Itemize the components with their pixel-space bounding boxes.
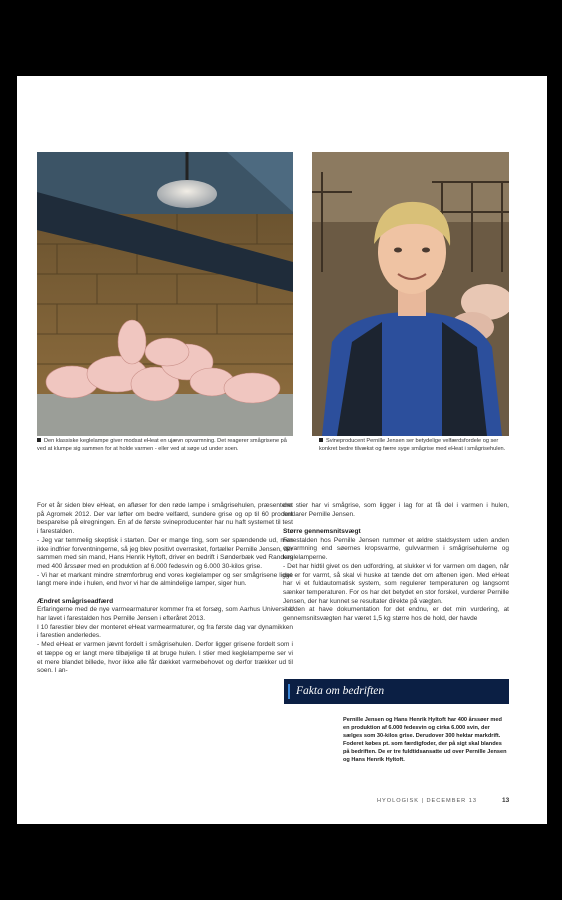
page-footer: HYOLOGISK | DECEMBER 13 [377, 798, 477, 804]
article-paragraph: Erfaringerne med de nye varmearmaturer kommer fra et forsøg, som Aarhus Universitet har lavet i farestalden hos Pernille Jensen i efteråret 2013. [37, 606, 293, 623]
section-heading: Større gennemsnitsvægt [283, 528, 361, 536]
article-paragraph: - Vi har et markant mindre strømforbrug end vores keglelamper og ser smågrisene ligge langt mere inde i hulen, end hvor vi har de almindelige lamper, siger hun. [37, 571, 293, 588]
article-paragraph: - Med eHeat er varmen jævnt fordelt i smågrisehulen. Derfor ligger grisene fordelt som i et tæppe og er langt mere tilbøjelige til at bruge hulen. I stier med keglelamperne ser vi et mere blandet billede, hvor ikke alle får dækket varmebehovet og derfor trækker ud til soen. I an- [37, 641, 293, 675]
fact-box-text: Pernille Jensen og Hans Henrik Hyltoft har 400 årssøer med en produktion af 6.000 fedesvin og cirka 6.000 svin, der sælges som 30-kilos grise. Derudover 300 hektar markdrift. Foderet købes pt. som færdigfoder, der på sigt skal blandes på bedriften. De er tre fuldtidsansatte ud over Pernille Jensen og Hans Henrik Hyltoft. [343, 717, 507, 763]
caption-right-text: Svineproducent Pernille Jensen ser betydelige velfærdsfordele og ser konkret bedre tilvækst og færre syge smågrise med eHeat i smågrisehulen. [319, 438, 506, 452]
piglets-photo [37, 152, 293, 436]
page-number: 13 [502, 797, 510, 804]
caption-bullet-icon [319, 438, 323, 442]
caption-left-text: Den klassiske keglelampe giver modsat eHeat en ujævn opvarmning. Det reagerer smågrisene på ved at klumpe sig sammen for at holde varmen - eller ved at søge ud under soen. [37, 438, 287, 452]
section-heading: Ændret smågriseadfærd [37, 597, 114, 605]
farmer-portrait-photo [312, 152, 509, 436]
article-paragraph: dre stier har vi smågrise, som ligger i lag for at få del i varmen i hulen, forklarer Pernille Jensen. [283, 502, 509, 518]
article-paragraph: Farestalden hos Pernille Jensen rummer et ældre staldsystem uden anden opvarmning end søernes kropsvarme, gulvvarmen i smågrisehulerne og keglelamperne. [283, 536, 509, 562]
photo-caption-right [319, 438, 511, 453]
article-paragraph: - Uden at have dokumentation for det endnu, er det min vurdering, at gennemsnitsvægten har været 1,5 kg større hos de hold, der havde [283, 606, 509, 623]
article-paragraph: - Det har hidtil givet os den udfordring, at slukker vi for varmen om dagen, når det er for varmt, så skal vi huske at tænde det om aftenen igen. Med eHeat har vi et fuldautomatisk system, som regulerer temperaturen og langsomt sænker temperaturen. For os har det betydet en stor forskel, vurderer Pernille Jensen, der har kunnet se resultater direkte på vægten. [283, 562, 509, 605]
fact-box-title: Fakta om bedriften [296, 685, 385, 697]
fact-box-header [284, 679, 509, 704]
fact-box-accent [288, 684, 290, 699]
article-paragraph: For et år siden blev eHeat, en afløser for den røde lampe i smågrisehulen, præsenteret på Agromek 2012. Der var løfter om bedre velfærd, sundere grise og op til 60 procent besparelse på elregningen. En af de første svineproducenter har nu haft systemet til test i farestalden. [37, 502, 293, 536]
magazine-page [17, 76, 547, 824]
article-paragraph: - Jeg var temmelig skeptisk i starten. Der er mange ting, som ser spændende ud, men ikke indfrier forventningerne, så jeg blev positivt overrasket, fortæller Pernille Jensen, der sammen med sin mand, Hans Henrik Hyltoft, driver en bedrift i Sønderbæk ved Randers med 400 årssøer med en produktion af 6.000 fedesvin og 6.000 30-kilos grise. [37, 536, 293, 570]
caption-bullet-icon [37, 438, 41, 442]
article-paragraph: I 10 farestier blev der monteret eHeat varmearmaturer, og fra første dag var dynamikken i farestien anderledes. [37, 623, 293, 640]
photo-caption-left [37, 438, 293, 453]
article-column-right [283, 502, 509, 624]
article-column-left [37, 502, 293, 676]
